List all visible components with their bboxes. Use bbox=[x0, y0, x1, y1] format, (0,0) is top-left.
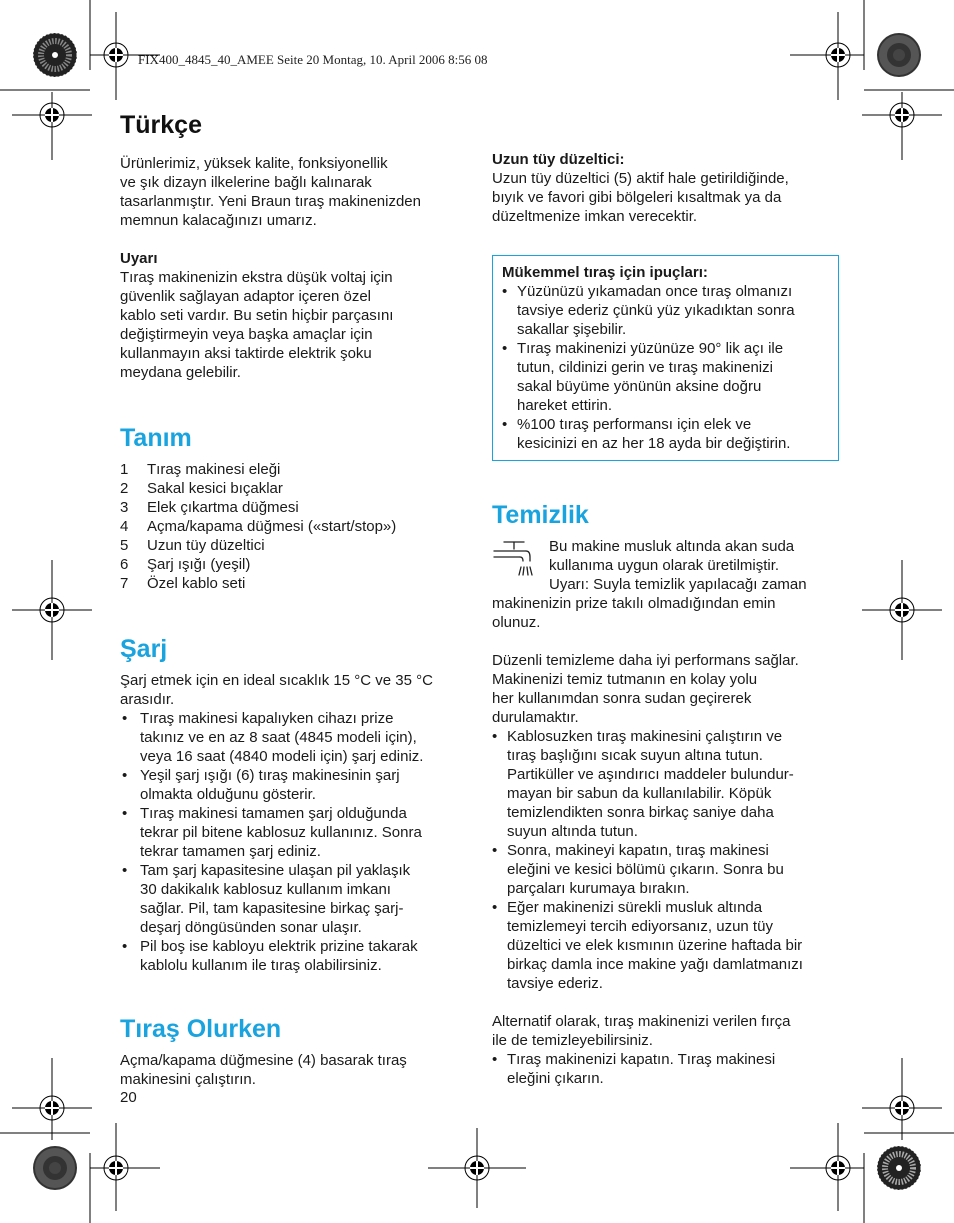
text-line: Ürünlerimiz, yüksek kalite, fonksiyonellik bbox=[120, 155, 388, 172]
text-line: Şarj etmek için en ideal sıcaklık 15 °C ve 35 °C bbox=[120, 672, 433, 689]
tips-box bbox=[492, 255, 839, 461]
text-line: makinenizin prize takılı olmadığından emin bbox=[492, 595, 776, 612]
warning-heading: Uyarı bbox=[120, 250, 158, 267]
cleaning-heading: Temizlik bbox=[492, 501, 589, 529]
text-line: ve şık dizayn ilkelerine bağlı kalınarak bbox=[120, 174, 372, 191]
alternative-paragraph bbox=[492, 1012, 837, 1050]
text-line: makinesini çalıştırın. bbox=[120, 1071, 256, 1088]
text-line: arasıdır. bbox=[120, 691, 175, 708]
list-item: 4 Açma/kapama düğmesi («start/stop») bbox=[120, 518, 397, 535]
list-item: 1 Tıraş makinesi eleği bbox=[120, 461, 281, 478]
description-heading: Tanım bbox=[120, 424, 192, 452]
intro-paragraph bbox=[120, 154, 465, 230]
text-line: güvenlik sağlayan adaptor içeren özel bbox=[120, 288, 371, 305]
list-item: • Eğer makinenizi sürekli musluk altında temizlemeyi tercih ediyorsanız, uzun tüy düzeltici ve elek kısmının üzerine haftada bir birkaç damla ince makine yağı damlatmanızı tavsiye ederiz. bbox=[492, 898, 837, 993]
list-item: • Tıraş makinesi tamamen şarj olduğunda tekrar pil bitene kablosuz kullanınız. Sonra tekrar tamamen şarj ediniz. bbox=[120, 804, 465, 861]
list-item: • Tıraş makinenizi kapatın. Tıraş makinesi eleğini çıkarın. bbox=[492, 1050, 837, 1088]
text-line: Düzenli temizleme daha iyi performans sağlar. bbox=[492, 652, 799, 669]
list-item: • Yeşil şarj ışığı (6) tıraş makinesinin şarj olmakta olduğunu gösterir. bbox=[120, 766, 465, 804]
text-line: bıyık ve favori gibi bölgeleri kısaltmak ya da bbox=[492, 189, 782, 206]
text-line: Uyarı: Suyla temizlik yapılacağı zaman bbox=[549, 576, 807, 593]
cleaning-bullets bbox=[492, 727, 837, 993]
text-line: her kullanımdan sonra sudan geçirerek bbox=[492, 690, 752, 707]
water-tap-icon bbox=[492, 539, 540, 579]
text-line: ile de temizleyebilirsiniz. bbox=[492, 1032, 653, 1049]
text-line: Bu makine musluk altında akan suda bbox=[549, 538, 795, 555]
list-item: • %100 tıraş performansı için elek ve kesicinizi en az her 18 ayda bir değiştirin. bbox=[502, 415, 828, 453]
list-item: • Tam şarj kapasitesine ulaşan pil yaklaşık 30 dakikalık kablosuz kullanım imkanı sağlar. Pil, tam kapasitesine birkaç şarj- deşarj döngüsünden sonar ulaşır. bbox=[120, 861, 465, 937]
list-item: • Pil boş ise kabloyu elektrik prizine takarak kablolu kullanım ile tıraş olabilirsiniz. bbox=[120, 937, 465, 975]
parts-list bbox=[120, 460, 465, 593]
text-line: değiştirmeyin veya başka amaçlar için bbox=[120, 326, 373, 343]
list-item: 7 Özel kablo seti bbox=[120, 575, 246, 592]
tips-heading: Mükemmel tıraş için ipuçları: bbox=[502, 264, 708, 281]
text-line: Açma/kapama düğmesine (4) basarak tıraş bbox=[120, 1052, 407, 1069]
list-item: • Sonra, makineyi kapatın, tıraş makinesi eleğini ve kesici bölümü çıkarın. Sonra bu parçaları kurumaya bırakın. bbox=[492, 841, 837, 898]
charging-heading: Şarj bbox=[120, 635, 168, 663]
text-line: Uzun tüy düzeltici (5) aktif hale getirildiğinde, bbox=[492, 170, 789, 187]
shaving-heading: Tıraş Olurken bbox=[120, 1015, 282, 1043]
left-column bbox=[120, 108, 465, 1089]
text-line: kullanmayın aksi taktirde elektrik şoku bbox=[120, 345, 372, 362]
text-line: durulamaktır. bbox=[492, 709, 579, 726]
list-item: 5 Uzun tüy düzeltici bbox=[120, 537, 265, 554]
trimmer-heading: Uzun tüy düzeltici: bbox=[492, 151, 625, 168]
list-item: • Tıraş makinesi kapalıyken cihazı prize takınız ve en az 8 saat (4845 modeli için), veya 16 saat (4840 modeli için) şarj ediniz. bbox=[120, 709, 465, 766]
language-title: Türkçe bbox=[120, 111, 202, 139]
text-line: Makinenizi temiz tutmanın en kolay yolu bbox=[492, 671, 758, 688]
text-line: tasarlanmıştır. Yeni Braun tıraş makinenizden bbox=[120, 193, 421, 210]
text-line: Tıraş makinenizin ekstra düşük voltaj için bbox=[120, 269, 393, 286]
text-line: olunuz. bbox=[492, 614, 541, 631]
list-item: • Tıraş makinenizi yüzünüze 90° lik açı ile tutun, cildinizi gerin ve tıraş makinenizi sakal büyüme yönünün aksine doğru hareket ettirin. bbox=[502, 339, 828, 415]
cleaning-paragraph bbox=[492, 651, 837, 727]
warning-paragraph bbox=[120, 268, 465, 382]
right-column bbox=[492, 150, 837, 1088]
shaving-paragraph bbox=[120, 1051, 465, 1089]
list-item: 3 Elek çıkartma düğmesi bbox=[120, 499, 299, 516]
page-number: 20 bbox=[120, 1089, 137, 1106]
charging-bullets bbox=[120, 709, 465, 975]
list-item: 2 Sakal kesici bıçaklar bbox=[120, 480, 283, 497]
charging-intro bbox=[120, 671, 465, 709]
list-item: 6 Şarj ışığı (yeşil) bbox=[120, 556, 251, 573]
text-line: kullanıma uygun olarak üretilmiştir. bbox=[549, 557, 780, 574]
tap-text bbox=[492, 537, 837, 594]
brush-bullets bbox=[492, 1050, 837, 1088]
print-slug: FIX400_4845_40_AMEE Seite 20 Montag, 10. April 2006 8:56 08 bbox=[138, 52, 488, 67]
list-item: • Yüzünüzü yıkamadan once tıraş olmanızı tavsiye ederiz çünkü yüz yıkadıktan sonra sakallar şişebilir. bbox=[502, 282, 828, 339]
text-line: Alternatif olarak, tıraş makinenizi verilen fırça bbox=[492, 1013, 791, 1030]
trimmer-paragraph bbox=[492, 169, 837, 226]
tips-bullets bbox=[502, 282, 828, 453]
tap-section bbox=[492, 537, 837, 632]
text-line: meydana gelebilir. bbox=[120, 364, 241, 381]
text-line: düzeltmenize imkan verecektir. bbox=[492, 208, 698, 225]
list-item: • Kablosuzken tıraş makinesini çalıştırın ve tıraş başlığını sıcak suyun altına tutun. Partiküller ve aşındırıcı maddeler bulundur- mayan bir sabun da kullanılabilir. Köpük temizlendikten sonra birkaç saniye daha suyun altında tutun. bbox=[492, 727, 837, 841]
text-line: kablo seti vardır. Bu setin hiçbir parçasını bbox=[120, 307, 394, 324]
text-line: memnun kalacağınızı umarız. bbox=[120, 212, 317, 229]
